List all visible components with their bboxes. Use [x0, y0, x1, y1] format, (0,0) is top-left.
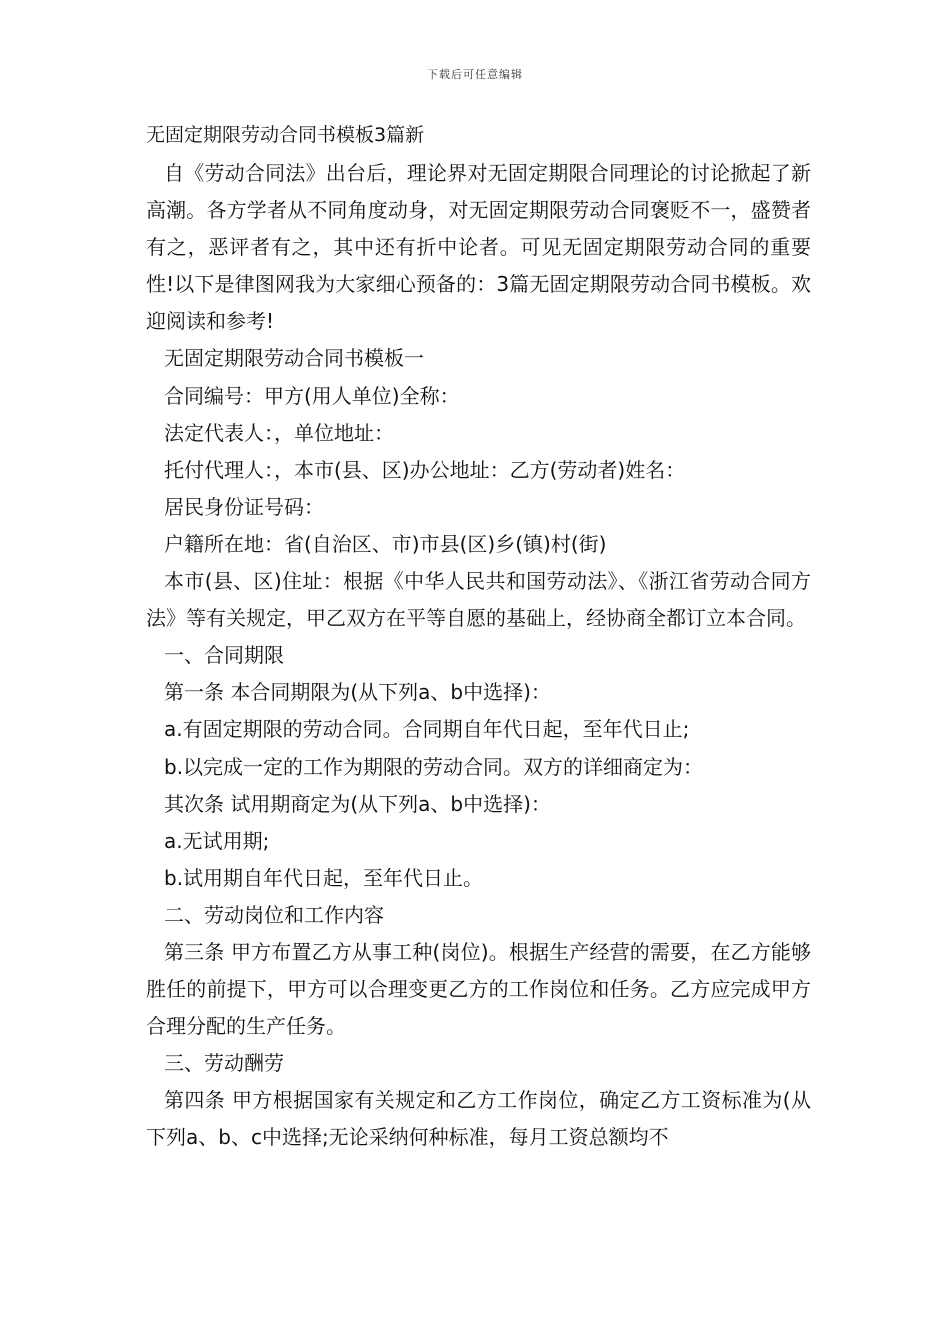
address-paragraph: 本市(县、区)住址：根据《中华人民共和国劳动法》、《浙江省劳动合同方法》等有关规定，甲乙双方在平等自愿的基础上，经协商全都订立本合同。: [146, 569, 811, 631]
agent-line: 托付代理人：，本市(县、区)办公地址：乙方(劳动者)姓名：: [164, 457, 686, 482]
section-heading-term: 一、合同期限: [164, 643, 284, 668]
contract-number-line: 合同编号：甲方(用人单位)全称：: [164, 383, 460, 408]
article-3: 第三条 甲方布置乙方从事工种(岗位)。根据生产经营的需要，在乙方能够胜任的前提下，甲方可以合理变更乙方的工作岗位和任务。乙方应完成甲方合理分配的生产任务。: [146, 939, 811, 1039]
template-heading: 无固定期限劳动合同书模板一: [164, 346, 424, 371]
article-4: 第四条 甲方根据国家有关规定和乙方工作岗位，确定乙方工资标准为(从下列a、b、c中选择;无论采纳何种标准，每月工资总额均不: [146, 1088, 811, 1150]
document-title: 无固定期限劳动合同书模板3篇新: [146, 124, 425, 146]
article-2-option-b: b.试用期自年代日起，至年代日止。: [164, 865, 484, 890]
article-1-option-a: a.有固定期限的劳动合同。合同期自年代日起，至年代日止;: [164, 717, 690, 742]
id-number-line: 居民身份证号码：: [164, 494, 324, 519]
household-registration-line: 户籍所在地：省(自治区、市)市县(区)乡(镇)村(街): [164, 531, 607, 556]
article-1: 第一条 本合同期限为(从下列a、b中选择)：: [164, 680, 551, 705]
article-2: 其次条 试用期商定为(从下列a、b中选择)：: [164, 791, 551, 816]
article-2-option-a: a.无试用期;: [164, 828, 270, 853]
header-note: 下载后可任意编辑: [427, 68, 523, 81]
legal-representative-line: 法定代表人：，单位地址：: [164, 420, 394, 445]
section-heading-pay: 三、劳动酬劳: [164, 1051, 284, 1076]
article-1-option-b: b.以完成一定的工作为期限的劳动合同。双方的详细商定为：: [164, 754, 704, 779]
intro-paragraph: 自《劳动合同法》出台后，理论界对无固定期限合同理论的讨论掀起了新高潮。各方学者从不同角度动身，对无固定期限劳动合同褒贬不一，盛赞者有之，恶评者有之，其中还有折中论者。可见无固定期限劳动合同的重要性!以下是律图网我为大家细心预备的：3篇无固定期限劳动合同书模板。欢迎阅读和参考!: [146, 161, 811, 334]
document-body: [146, 155, 811, 1157]
section-heading-position: 二、劳动岗位和工作内容: [164, 902, 384, 927]
